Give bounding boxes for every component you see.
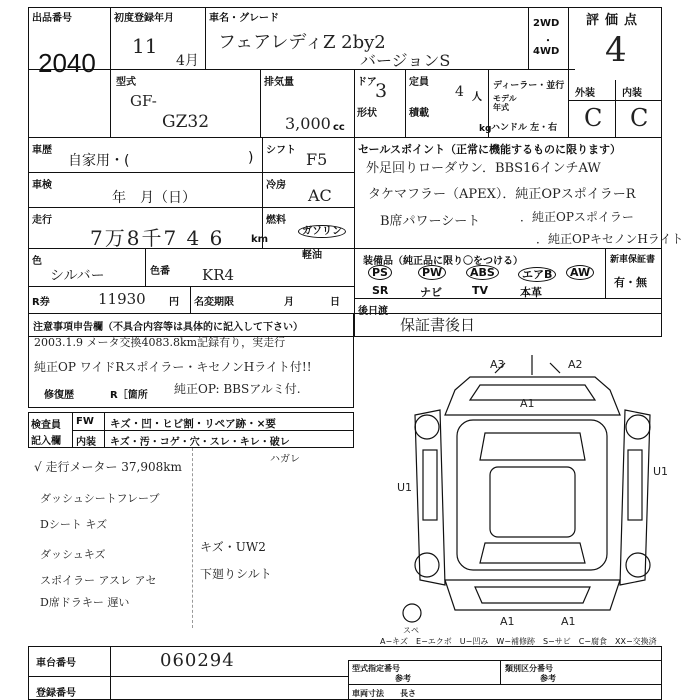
door-label: ドア (357, 77, 377, 88)
score-label: 評価点 (586, 13, 644, 28)
damage-label: A2 (568, 358, 583, 371)
equipment-title: 装備品（純正品に限り〇をつける） (363, 256, 523, 267)
inspection-note-1: √ 走行メーター 37,908km (34, 460, 182, 474)
exterior-label: 外装 (575, 88, 595, 99)
recycle-value: 11930 (98, 290, 146, 308)
damage-label: A3 (490, 358, 505, 371)
first-registration-year: 11 (132, 34, 158, 58)
model-type-code: GZ32 (162, 112, 210, 132)
color-label: 色 (32, 256, 42, 267)
model-year-label: モデル年式 (493, 94, 517, 112)
damage-label: A1 (520, 397, 535, 410)
shift-label: シフト (266, 145, 296, 156)
interior-grade: C (630, 104, 649, 132)
aircon-value: AC (308, 186, 332, 205)
equip-navi: ナビ (420, 286, 442, 299)
divider (28, 172, 354, 173)
interior-label: 内装 (622, 88, 642, 99)
color-value: シルバー (50, 268, 105, 284)
version-value: バージョンS (360, 51, 451, 70)
handle-position: ハンドル 左・右 (491, 123, 558, 133)
inspection-note-3: Dシート キズ (40, 518, 108, 531)
load-unit: kg (479, 124, 492, 134)
lot-number-label: 出品番号 (32, 13, 72, 24)
notes-title: 注意事項申告欄（不具合内容等は具体的に記入して下さい） (33, 322, 303, 333)
damage-label: U1 (397, 481, 413, 494)
equip-aw: AW (566, 266, 594, 279)
first-registration-label: 初度登録年月 (114, 13, 174, 24)
fuel-gasoline: ガソリン (298, 222, 346, 237)
entry-label: 記入欄 (31, 436, 61, 447)
damage-label: スペ (403, 626, 419, 635)
notes-line-1: 2003.1.9 メータ交換4083.8km記録有り，実走行 (34, 336, 286, 349)
selling-point-4: ．純正OPスポイラー (520, 210, 634, 224)
capacity-value: 4 (455, 84, 464, 100)
load-label: 積載 (409, 108, 429, 119)
inspector-label: 検査員 (31, 420, 61, 431)
equip-ps: PS (368, 266, 392, 279)
car-diagram (385, 355, 680, 635)
divider (28, 676, 348, 677)
vehicle-size-label: 車両寸法 (352, 689, 384, 698)
divider (28, 137, 662, 138)
divider (615, 80, 616, 137)
divider (500, 660, 501, 684)
divider (110, 646, 111, 700)
repair-history-value: R［箇所 (110, 390, 148, 401)
name-grade-label: 車名・グレード (209, 13, 279, 24)
dealer-label: ディーラー・並行 (493, 81, 565, 91)
equip-pw: PW (418, 266, 446, 279)
inspection-note-2: ダッシュシートフレーブ (40, 492, 160, 505)
divider (348, 684, 662, 685)
selling-points-title: セールスポイント（正常に機能するものに限ります） (358, 143, 622, 156)
mileage-label: 走行 (32, 215, 52, 226)
aircon-label: 冷房 (266, 180, 286, 191)
first-registration-month: 4月 (176, 53, 199, 69)
divider (262, 137, 263, 248)
damage-label: U1 (653, 465, 669, 478)
divider (110, 7, 111, 137)
fuel-label: 燃料 (266, 215, 286, 226)
interior-inspect-label: 内装 (76, 437, 96, 448)
fw-label: FW (76, 416, 94, 427)
divider (405, 69, 406, 137)
selling-point-1: 外足回りローダウン．BBS16インチAW (366, 161, 601, 176)
divider (205, 7, 206, 69)
door-value: 3 (375, 80, 388, 102)
damage-label: A1 (561, 615, 576, 628)
color-number-value: KR4 (202, 266, 235, 284)
selling-point-5: ．純正OPキセノンHライト (536, 232, 684, 246)
recycle-label: R券 (32, 297, 50, 308)
divider (354, 248, 662, 249)
divider (348, 660, 662, 661)
selling-point-3: B席パワーシート (380, 214, 481, 229)
divider (28, 207, 354, 208)
drive-dot: ・ (543, 36, 553, 47)
capacity-label: 定員 (409, 77, 429, 88)
damage-legend: A−キズ E−エクボ U−凹み W−補修跡 S−サビ C−腐食 XX−交換済 (380, 637, 657, 646)
exterior-grade: C (584, 104, 603, 132)
divider (348, 660, 349, 700)
score-value: 4 (605, 30, 627, 70)
divider (190, 286, 191, 313)
chassis-number: 060294 (160, 650, 235, 671)
selling-point-2: タケマフラー（APEX）．純正OPスポイラーR (368, 187, 636, 202)
displacement-label: 排気量 (264, 77, 294, 88)
mileage-value: 7万8千7 4 6 (90, 226, 225, 250)
middle-note-1: ハガレ (270, 454, 300, 465)
divider (528, 7, 529, 69)
displacement-unit: cc (333, 122, 345, 133)
equip-sr: SR (372, 284, 389, 297)
equip-leather: 本革 (520, 286, 542, 299)
type-cert-sub: 参考 (395, 674, 411, 683)
class-number-sub: 参考 (540, 674, 556, 683)
shift-value: F5 (306, 150, 328, 169)
name-change-month: 月 (284, 297, 294, 308)
middle-note-2: キズ・UW2 (200, 540, 266, 554)
deferred-items-label: 後日渡 (358, 306, 388, 317)
divider (354, 298, 662, 299)
interior-codes: キズ・汚・コゲ・穴・スレ・キレ・破レ (110, 437, 290, 448)
new-car-warranty-value: 有・無 (614, 276, 647, 289)
history-close: ) (248, 150, 254, 166)
inspection-note-4: ダッシュキズ (40, 548, 106, 561)
inspection-note-6: D席ドラキー 遅い (40, 596, 130, 609)
divider (354, 69, 355, 337)
equip-abs: ABS (466, 266, 499, 279)
type-cert-label: 型式指定番号 (352, 664, 400, 673)
inspection-note-5: スポイラー アスレ アセ (40, 574, 157, 587)
drive-2wd: 2WD (533, 18, 560, 29)
divider (28, 286, 354, 287)
deferred-items-value: 保証書後日 (400, 316, 476, 334)
damage-label: A1 (500, 615, 515, 628)
bottom-frame (28, 646, 662, 700)
length-label: 長さ (400, 689, 416, 698)
history-value: 自家用・( (68, 153, 130, 169)
shape-label: 形状 (357, 108, 377, 119)
history-label: 車歴 (32, 145, 52, 156)
chassis-label: 車台番号 (36, 658, 76, 669)
divider (260, 69, 261, 137)
divider (192, 448, 193, 628)
fuel-diesel: 軽油 (302, 250, 322, 261)
name-change-day: 日 (330, 297, 340, 308)
inspection-value: 年 月（日） (112, 190, 196, 206)
color-number-label: 色番 (150, 266, 170, 277)
mileage-unit: km (251, 234, 269, 245)
name-change-label: 名変期限 (194, 297, 234, 308)
repair-history-label: 修復歴 (44, 390, 74, 401)
divider (145, 248, 146, 286)
registration-label: 登録番号 (36, 688, 76, 699)
model-type-label: 型式 (116, 77, 136, 88)
exterior-codes: キズ・凹・ヒビ割・リペア跡・×要 (110, 418, 276, 430)
class-number-label: 類別区分番号 (505, 664, 553, 673)
drive-4wd: 4WD (533, 46, 560, 57)
recycle-unit: 円 (169, 297, 179, 308)
divider (568, 7, 569, 137)
name-grade-value: フェアレディZ 2by2 (218, 32, 386, 53)
notes-line-3: 純正OP: BBSアルミ付. (174, 382, 301, 396)
displacement-value: 3,000 (285, 114, 331, 133)
notes-line-2: 純正OP ワイドRスポイラー・キセノンHライト付!! (34, 360, 312, 374)
inspection-label: 車検 (32, 180, 52, 191)
capacity-unit: 人 (472, 92, 482, 103)
lot-number: 2040 (38, 48, 96, 78)
divider (605, 248, 606, 298)
equip-airbag: エアB (518, 266, 556, 282)
new-car-warranty-label: 新車保証書 (610, 255, 656, 265)
equip-tv: TV (472, 284, 489, 297)
model-type-prefix: GF- (130, 92, 157, 110)
middle-note-3: 下廻りシルト (200, 567, 272, 581)
